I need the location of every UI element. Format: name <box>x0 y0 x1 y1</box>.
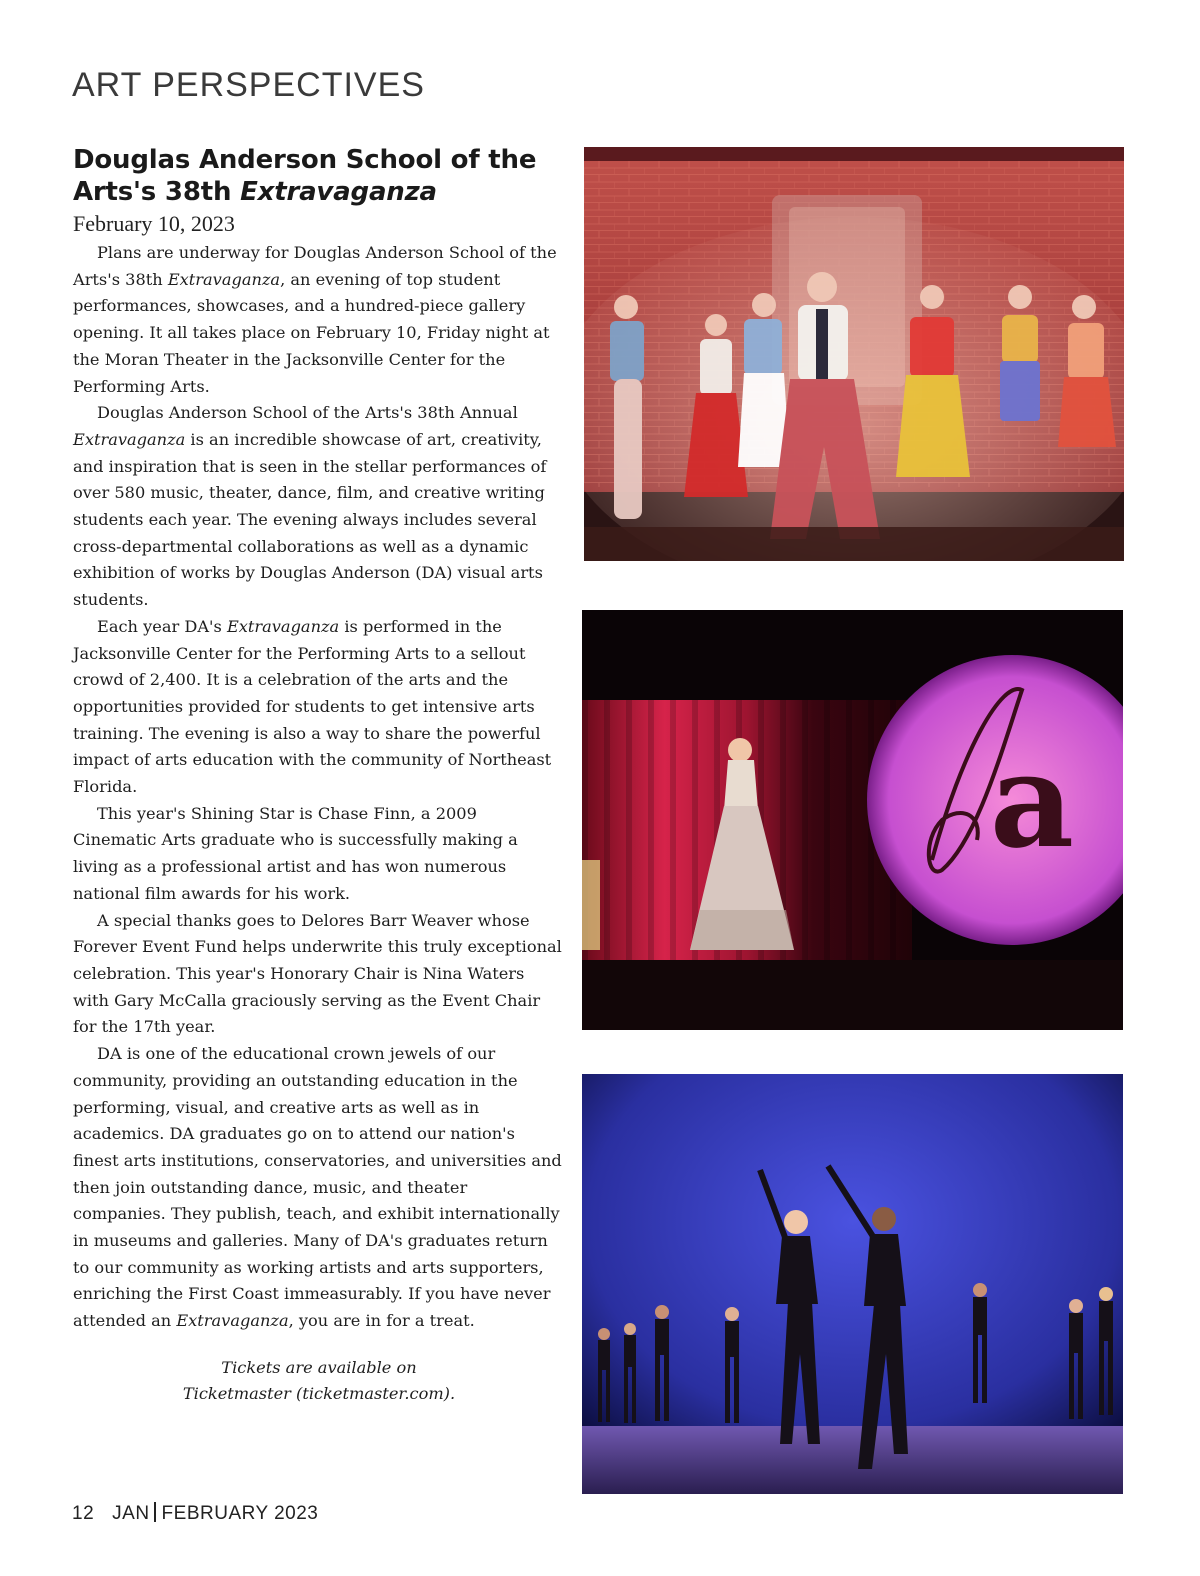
paragraph-5: A special thanks goes to Delores Barr Weaver whose Forever Event Fund helps underwrite this truly exceptional celebration. This year's Honorary Chair is Nina Waters with Gary McCalla graciously serving as the Event Chair for the 17th year. <box>73 910 562 1037</box>
title-line-2-italic: Extravaganza <box>240 177 437 207</box>
tickets-note <box>73 1355 565 1407</box>
da-logo-letter: a <box>989 724 1075 877</box>
article-date: February 10, 2023 <box>73 211 235 236</box>
paragraph-3: Each year DA's Extravaganza is performed in the Jacksonville Center for the Performing Arts to a sellout crowd of 2,400. It is a celebration of the arts and the opportunities provided for students to get intensive arts training. The evening is also a way to share the powerful impact of arts education with the community of Northeast Florida. <box>73 616 552 797</box>
paragraph-1: Plans are underway for Douglas Anderson School of the Arts's 38th Extravaganza, an evening of top student performances, showcases, and a hundred-piece gallery opening. It all takes place on February 10, Friday night at the Moran Theater in the Jacksonville Center for the Performing Arts. <box>73 243 557 396</box>
article-body <box>73 240 565 1335</box>
tickets-line-1: Tickets are available on <box>221 1357 417 1377</box>
issue-month-2: FEBRUARY 2023 <box>161 1503 319 1524</box>
paragraph-4: This year's Shining Star is Chase Finn, a 2009 Cinematic Arts graduate who is successfully making a living as a professional artist and has won numerous national film awards for his work. <box>73 803 518 903</box>
section-heading: ART PERSPECTIVES <box>72 66 425 104</box>
title-line-1: Douglas Anderson School of the <box>73 145 537 175</box>
page-footer <box>72 1502 318 1525</box>
tickets-line-2: Ticketmaster (ticketmaster.com). <box>182 1383 456 1403</box>
photo-dance-line <box>582 1074 1123 1494</box>
page-number: 12 <box>72 1503 95 1524</box>
issue-month-1: JAN <box>112 1503 150 1524</box>
article-title <box>73 144 565 208</box>
title-line-2-prefix: Arts's 38th <box>73 177 241 207</box>
footer-divider <box>154 1502 156 1522</box>
photo-ensemble-dance <box>584 147 1124 561</box>
paragraph-2: Douglas Anderson School of the Arts's 38th Annual Extravaganza is an incredible showcase of art, creativity, and inspiration that is seen in the stellar performances of over 580 music, theater, dance, film, and creative writing students each year. The evening always includes several cross-departmental collaborations as well as a dynamic exhibition of works by Douglas Anderson (DA) visual arts students. <box>73 403 547 610</box>
paragraph-6: DA is one of the educational crown jewels of our community, providing an outstanding education in the performing, visual, and creative arts as well as in academics. DA graduates go on to attend our nation's finest arts institutions, conservatories, and universities and then join outstanding dance, music, and theater companies. They publish, teach, and exhibit internationally in museums and galleries. Many of DA's graduates return to our community as working artists and arts supporters, enriching the First Coast immeasurably. If you have never attended an Extravaganza, you are in for a treat. <box>73 1044 562 1331</box>
photo-soloist-logo <box>582 610 1123 1030</box>
article <box>73 144 565 1407</box>
